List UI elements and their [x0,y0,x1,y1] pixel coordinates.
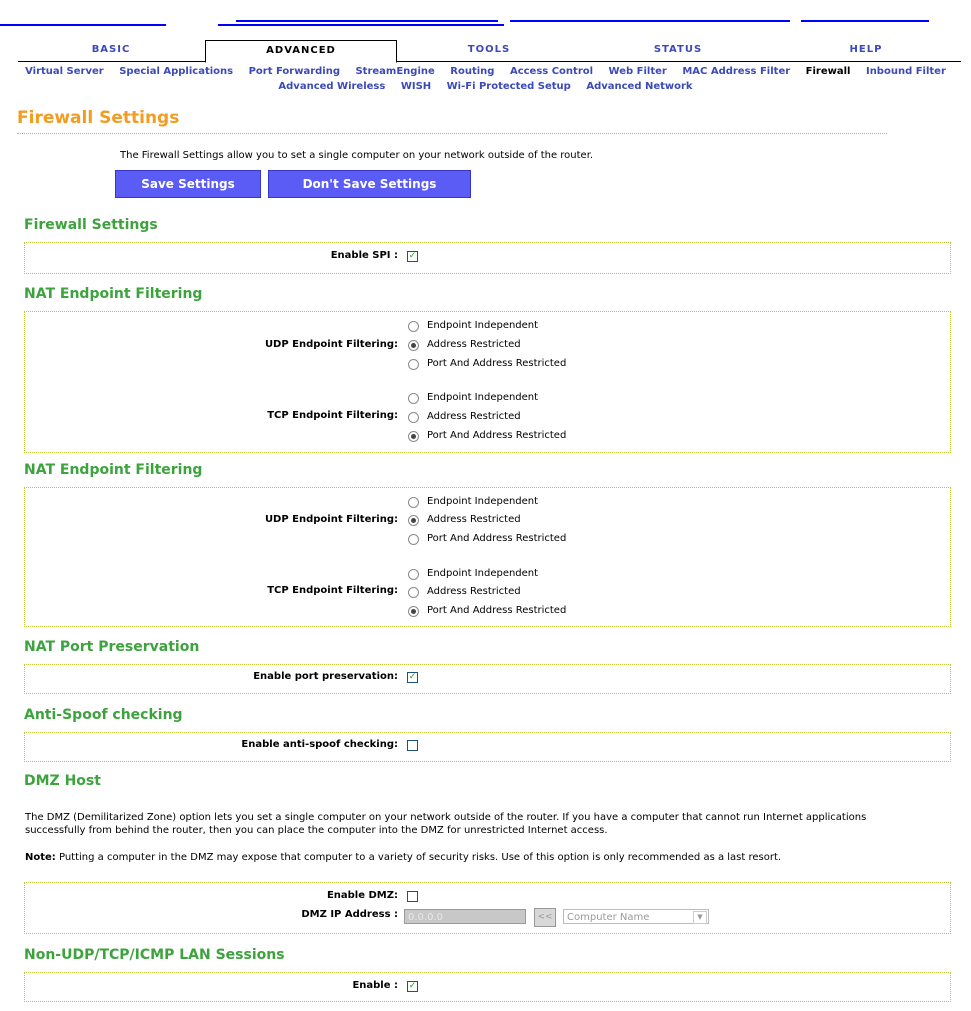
subnav-inbound-filter[interactable]: Inbound Filter [865,66,946,77]
nat2-tcp-option-label: Address Restricted [427,586,521,597]
dmz-description [25,811,945,837]
nat2-tcp-radio-address-restricted[interactable] [408,587,419,598]
subnav-advanced-wireless[interactable]: Advanced Wireless [278,81,386,92]
firewall-box [24,242,951,274]
port-preservation-checkbox[interactable]: ✓ [408,672,417,682]
nat1-tcp-option-label: Port And Address Restricted [427,430,567,441]
nat1-udp-option-label: Endpoint Independent [427,320,539,331]
top-link-2[interactable] [510,20,790,22]
tab-help[interactable]: HELP [849,44,883,55]
subnav-streamengine[interactable]: StreamEngine [355,66,435,77]
subnav-special-applications[interactable]: Special Applications [119,66,234,77]
nat1-tcp-radio-port-address-restricted[interactable] [408,431,419,442]
nat2-tcp-radio-port-address-restricted[interactable] [408,606,419,617]
top-link-5[interactable] [218,24,504,26]
nat1-udp-label: UDP Endpoint Filtering: [264,339,398,350]
subnav-port-forwarding[interactable]: Port Forwarding [248,66,340,77]
nat1-udp-radio-address-restricted[interactable] [408,340,419,351]
dmz-description-line-1: The DMZ (Demilitarized Zone) option lets you set a single computer on your network outside of the router. If you have a computer that cannot run Internet applications [25,812,867,823]
nat1-section-title: NAT Endpoint Filtering [24,286,203,302]
nat2-udp-option-label: Endpoint Independent [427,496,539,507]
title-divider [17,133,887,134]
dmz-note-text: Putting a computer in the DMZ may expose that computer to a variety of security risks. Use of this option is only recommended as a last resort. [55,852,782,863]
nat2-udp-label: UDP Endpoint Filtering: [264,514,398,525]
anti-spoof-box [24,732,951,762]
dmz-box [24,882,951,934]
dmz-ip-label: DMZ IP Address : [301,909,398,920]
nat1-tcp-radio-endpoint-independent[interactable] [408,393,419,404]
computer-name-select-value: Computer Name [567,912,650,923]
top-link-1[interactable] [236,20,498,22]
dmz-ip-input[interactable]: 0.0.0.0 [404,909,526,924]
dmz-note [25,851,945,864]
nat1-tcp-radio-address-restricted[interactable] [408,412,419,423]
nat1-udp-option-label: Address Restricted [427,339,521,350]
dont-save-settings-button[interactable]: Don't Save Settings [268,170,471,198]
tab-basic[interactable]: BASIC [91,44,131,55]
nat1-tcp-label: TCP Endpoint Filtering: [267,410,398,421]
non-udp-enable-label: Enable : [352,980,398,991]
nat2-tcp-label: TCP Endpoint Filtering: [267,585,398,596]
chevron-down-icon: ▼ [693,911,707,924]
subnav-row-1 [0,66,971,77]
subnav-mac-address-filter[interactable]: MAC Address Filter [682,66,791,77]
subnav-virtual-server[interactable]: Virtual Server [25,66,104,77]
top-link-4[interactable] [0,24,166,26]
anti-spoof-section-title: Anti-Spoof checking [24,707,183,723]
subnav-web-filter[interactable]: Web Filter [608,66,667,77]
anti-spoof-label: Enable anti-spoof checking: [241,739,398,750]
computer-name-select[interactable] [563,909,709,924]
subnav-advanced-network[interactable]: Advanced Network [586,81,693,92]
subnav-routing[interactable]: Routing [450,66,495,77]
dmz-enable-checkbox[interactable] [407,891,418,902]
nat2-tcp-radio-endpoint-independent[interactable] [408,569,419,580]
dmz-section-title: DMZ Host [24,773,101,789]
nat2-udp-radio-address-restricted[interactable] [408,515,419,526]
subnav-firewall[interactable]: Firewall [805,66,851,77]
dmz-note-label: Note: [25,852,56,863]
nav-underline [18,61,961,62]
tab-tools[interactable]: TOOLS [467,44,511,55]
non-udp-box [24,972,951,1002]
non-udp-section-title: Non-UDP/TCP/ICMP LAN Sessions [24,947,285,963]
subnav-row-2 [0,81,971,92]
nat1-tcp-option-label: Endpoint Independent [427,392,539,403]
spi-checkbox[interactable]: ✓ [408,251,417,261]
anti-spoof-checkbox[interactable] [407,740,418,751]
nat2-tcp-option-label: Port And Address Restricted [427,605,567,616]
nat2-udp-radio-port-address-restricted[interactable] [408,534,419,545]
save-settings-button[interactable]: Save Settings [115,170,261,198]
subnav-wish[interactable]: WISH [400,81,432,92]
dmz-enable-label: Enable DMZ: [326,890,398,901]
page-title: Firewall Settings [17,108,180,128]
nat2-tcp-option-label: Endpoint Independent [427,568,539,579]
dmz-copy-computer-button[interactable]: << [534,908,556,927]
nat1-udp-radio-port-address-restricted[interactable] [408,359,419,370]
non-udp-enable-checkbox[interactable]: ✓ [408,981,417,991]
port-preservation-label: Enable port preservation: [253,671,398,682]
nat2-section-title: NAT Endpoint Filtering [24,462,203,478]
tab-status[interactable]: STATUS [653,44,703,55]
firewall-section-title: Firewall Settings [24,217,158,233]
nat2-udp-radio-endpoint-independent[interactable] [408,497,419,508]
nat2-udp-option-label: Port And Address Restricted [427,533,567,544]
nat1-udp-radio-endpoint-independent[interactable] [408,321,419,332]
port-preservation-section-title: NAT Port Preservation [24,639,200,655]
nat2-udp-option-label: Address Restricted [427,514,521,525]
subnav-wifi-protected-setup[interactable]: Wi-Fi Protected Setup [446,81,571,92]
nat1-tcp-option-label: Address Restricted [427,411,521,422]
tab-advanced[interactable]: ADVANCED [205,40,397,63]
nat1-udp-option-label: Port And Address Restricted [427,358,567,369]
top-link-3[interactable] [801,20,929,22]
dmz-description-line-2: successfully from behind the router, then you can place the computer into the DMZ for unrestricted Internet access. [25,825,608,836]
intro-text: The Firewall Settings allow you to set a single computer on your network outside of the router. [120,150,594,161]
subnav-access-control[interactable]: Access Control [509,66,594,77]
port-preservation-box [24,664,951,694]
spi-label: Enable SPI : [330,250,398,261]
